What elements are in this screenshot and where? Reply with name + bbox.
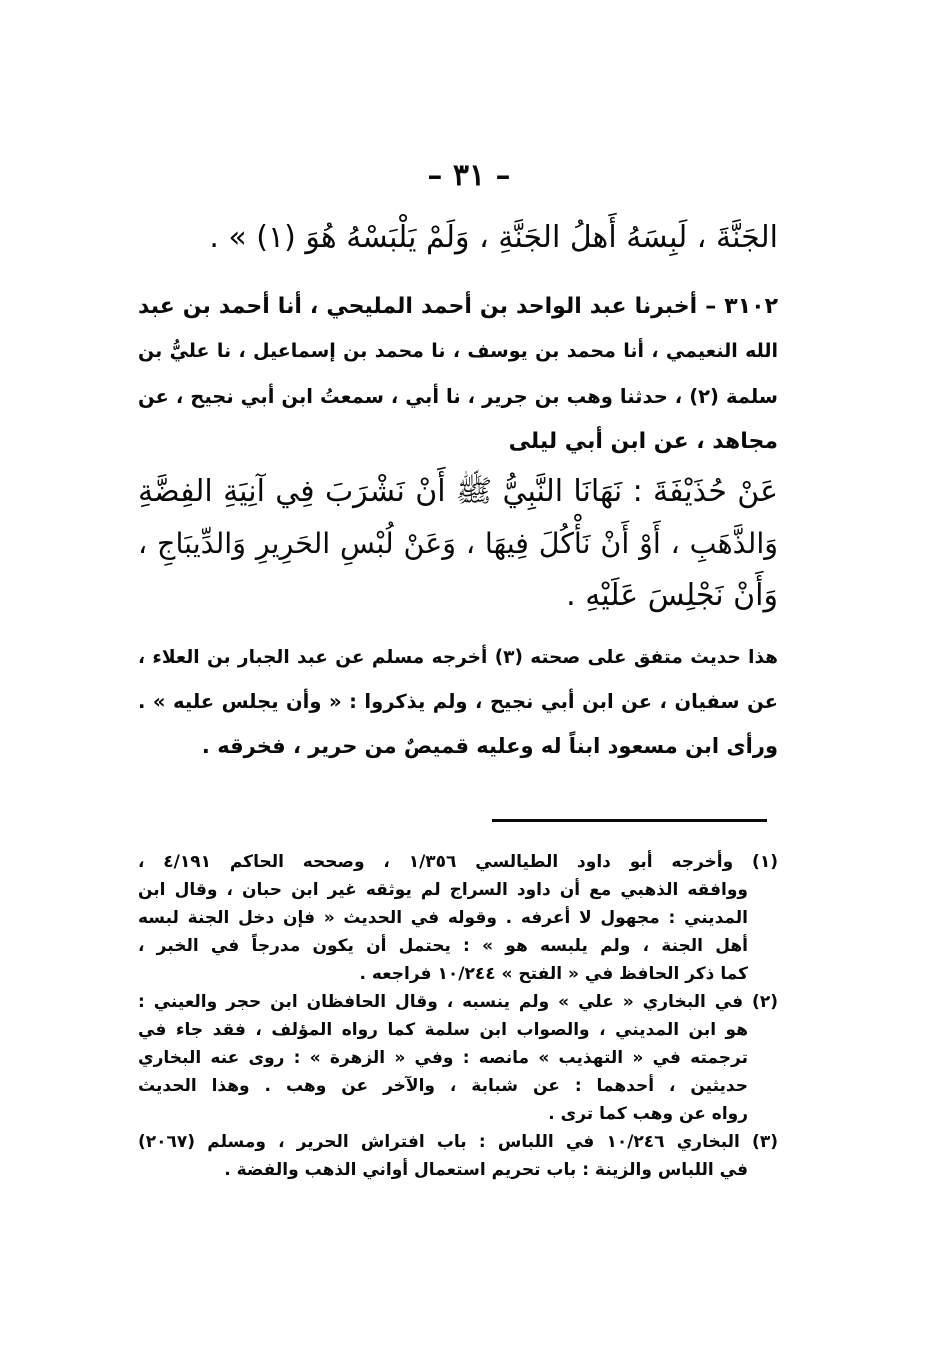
- page-number: – ٣١ –: [427, 158, 511, 193]
- footnote-line: في اللباس والزينة : باب تحريم استعمال أواني الذهب والفضة .: [224, 1160, 748, 1180]
- hadith-line: وَالذَّهَبِ ، أَوْ أَنْ نَأْكُلَ فِيهَا ، وَعَنْ لُبْسِ الحَرِيرِ وَالدِّيبَاجِ ،: [138, 527, 778, 560]
- footnote-line: (٣) البخاري ١٠/٢٤٦ في اللباس : باب افتراش الحرير ، ومسلم (٢٠٦٧): [138, 1132, 778, 1152]
- commentary-line: هذا حديث متفق على صحته (٣) أخرجه مسلم عن عبد الجبار بن العلاء ،: [138, 647, 778, 668]
- hadith-line: وَأَنْ نَجْلِسَ عَلَيْهِ .: [566, 578, 778, 613]
- footnote-2: [138, 988, 778, 1128]
- isnad-paragraph: [138, 284, 778, 464]
- commentary-paragraph: [138, 636, 778, 768]
- commentary-line: ورأى ابن مسعود ابناً له وعليه قميصٌ من حرير ، فخرقه .: [201, 734, 778, 758]
- isnad-line: ٣١٠٢ – أخبرنا عبد الواحد بن أحمد المليحي ، أنا أحمد بن عبد: [138, 294, 778, 319]
- isnad-line: مجاهد ، عن ابن أبي ليلى: [508, 429, 778, 454]
- fragment-line: الجَنَّةَ ، لَبِسَهُ أَهلُ الجَنَّةِ ، وَلَمْ يَلْبَسْهُ هُوَ (١) » .: [209, 220, 778, 255]
- previous-hadith-fragment: [138, 212, 778, 264]
- footnote-line: (٢) في البخاري « علي » ولم ينسبه ، وقال الحافظان ابن حجر والعيني :: [138, 992, 778, 1012]
- isnad-line: الله النعيمي ، أنا محمد بن يوسف ، نا محمد بن إسماعيل ، نا عليُّ بن: [138, 340, 778, 362]
- footnote-1: [138, 848, 778, 988]
- footnote-line: ووافقه الذهبي مع أن داود السراج لم يوثقه غير ابن حبان ، وقال ابن: [138, 880, 748, 900]
- footnote-line: حديثين ، أحدهما : عن شبابة ، والآخر عن وهب . وهذا الحديث: [138, 1076, 748, 1096]
- footnote-line: رواه عن وهب كما ترى .: [548, 1104, 748, 1124]
- footnote-line: كما ذكر الحافظ في « الفتح » ١٠/٢٤٤ فراجعه .: [359, 964, 748, 984]
- commentary-line: عن سفيان ، عن ابن أبي نجيح ، ولم يذكروا : « وأن يجلس عليه » .: [138, 690, 778, 713]
- isnad-line: سلمة (٢) ، حدثنا وهب بن جرير ، نا أبي ، سمعتُ ابن أبي نجيح ، عن: [138, 385, 778, 408]
- hadith-line: عَنْ حُذَيْفَةَ : نَهَانَا النَّبِيُّ ﷺ أَنْ نَشْرَبَ فِي آنِيَةِ الفِضَّةِ: [138, 474, 778, 509]
- footnote-line: أهل الجنة ، ولم يلبسه هو » : يحتمل أن يكون مدرجاً في الخبر ،: [138, 936, 748, 956]
- footnotes: [138, 848, 778, 1184]
- footnote-line: المديني : مجهول لا أعرفه . وقوله في الحديث « فإن دخل الجنة لبسه: [138, 908, 748, 928]
- hadith-text: [138, 466, 778, 622]
- footnote-3: [138, 1128, 778, 1184]
- footnote-line: هو ابن المديني ، والصواب ابن سلمة كما رواه المؤلف ، فقد جاء في: [138, 1020, 748, 1040]
- footnote-divider: [492, 819, 767, 822]
- footnote-line: (١) وأخرجه أبو داود الطيالسي ١/٣٥٦ ، وصححه الحاكم ٤/١٩١ ،: [138, 852, 778, 872]
- footnote-line: ترجمته في « التهذيب » مانصه : وفي « الزهرة » : روى عنه البخاري: [138, 1048, 748, 1068]
